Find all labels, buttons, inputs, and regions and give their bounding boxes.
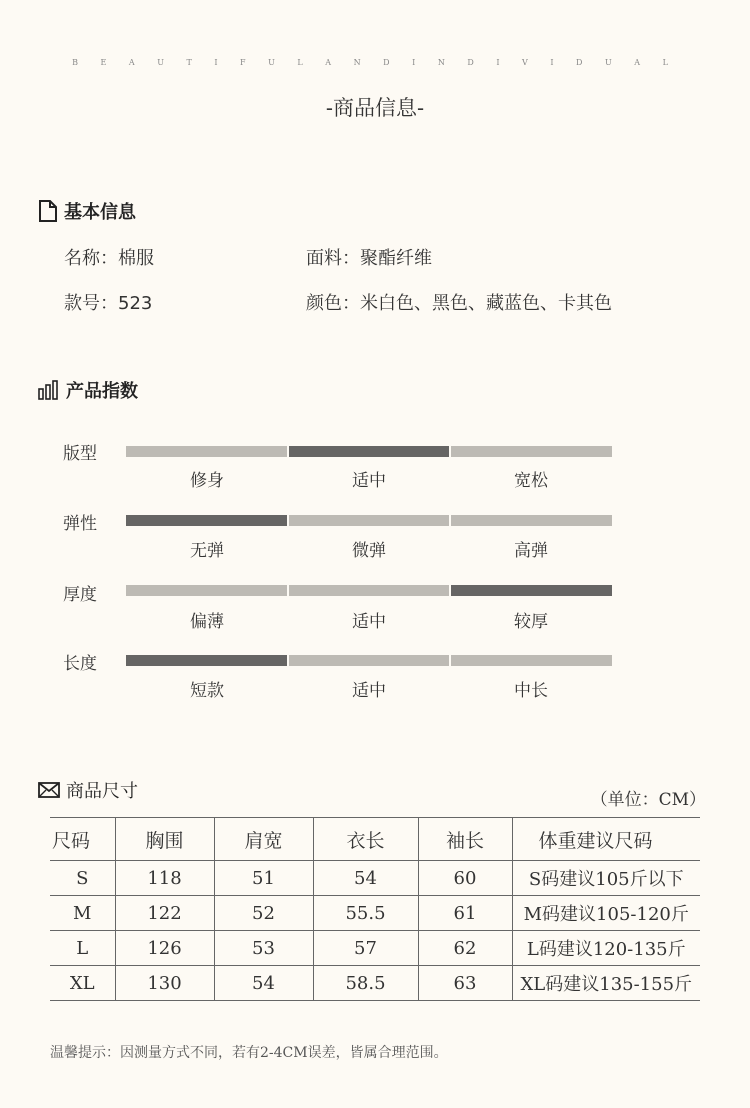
index-bar-segment bbox=[451, 446, 612, 457]
table-cell: 130 bbox=[115, 966, 214, 1001]
index-bar-segment bbox=[289, 585, 450, 596]
index-option: 适中 bbox=[352, 612, 386, 632]
product-index-heading bbox=[38, 377, 138, 403]
page-title: -商品信息- bbox=[325, 96, 425, 120]
index-bar-segment bbox=[451, 585, 612, 596]
table-cell: L bbox=[50, 931, 115, 966]
table-row bbox=[50, 931, 700, 966]
bar-chart-icon bbox=[38, 380, 60, 400]
index-label: 长度 bbox=[63, 654, 97, 674]
product-name: 名称：棉服 bbox=[64, 248, 154, 269]
table-cell: 63 bbox=[418, 966, 512, 1001]
table-cell: 62 bbox=[418, 931, 512, 966]
basic-info-heading bbox=[38, 198, 136, 224]
table-cell: 58.5 bbox=[313, 966, 418, 1001]
index-option: 中长 bbox=[514, 681, 548, 701]
index-option: 高弹 bbox=[514, 541, 548, 561]
product-material: 面料：聚酯纤维 bbox=[306, 248, 432, 269]
measurement-tip: 温馨提示：因测量方式不同，若有2-4CM误差，皆属合理范围。 bbox=[50, 1045, 448, 1061]
table-cell: 126 bbox=[115, 931, 214, 966]
index-bar bbox=[126, 515, 612, 526]
table-cell: 51 bbox=[214, 861, 313, 896]
size-title: 商品尺寸 bbox=[66, 781, 138, 802]
table-row bbox=[50, 896, 700, 931]
product-index-title: 产品指数 bbox=[66, 381, 138, 402]
index-label: 版型 bbox=[63, 444, 97, 464]
table-row bbox=[50, 861, 700, 896]
envelope-icon bbox=[38, 781, 60, 799]
index-option: 宽松 bbox=[514, 471, 548, 491]
index-option: 偏薄 bbox=[190, 612, 224, 632]
column-header: 胸围 bbox=[115, 818, 214, 861]
table-cell: 118 bbox=[115, 861, 214, 896]
column-header: 体重建议尺码 bbox=[512, 818, 700, 861]
index-option: 无弹 bbox=[190, 541, 224, 561]
index-bar-segment bbox=[289, 655, 450, 666]
index-bar bbox=[126, 446, 612, 457]
index-bar-segment bbox=[289, 446, 450, 457]
index-option: 微弹 bbox=[352, 541, 386, 561]
table-cell: L码建议120-135斤 bbox=[512, 931, 700, 966]
index-bar-segment bbox=[126, 515, 287, 526]
tagline: B E A U T I F U L A N D I N D I V I D U A L bbox=[72, 58, 678, 67]
table-cell: 55.5 bbox=[313, 896, 418, 931]
table-header-row bbox=[50, 818, 700, 861]
column-header: 肩宽 bbox=[214, 818, 313, 861]
column-header: 袖长 bbox=[418, 818, 512, 861]
size-heading bbox=[38, 777, 138, 803]
index-option: 较厚 bbox=[514, 612, 548, 632]
product-colors: 颜色：米白色、黑色、藏蓝色、卡其色 bbox=[306, 293, 612, 314]
table-cell: 54 bbox=[313, 861, 418, 896]
table-cell: 122 bbox=[115, 896, 214, 931]
table-cell: XL码建议135-155斤 bbox=[512, 966, 700, 1001]
table-cell: 52 bbox=[214, 896, 313, 931]
table-cell: S码建议105斤以下 bbox=[512, 861, 700, 896]
index-bar-segment bbox=[126, 446, 287, 457]
table-cell: 54 bbox=[214, 966, 313, 1001]
size-table bbox=[50, 817, 700, 1001]
table-cell: 53 bbox=[214, 931, 313, 966]
table-cell: M码建议105-120斤 bbox=[512, 896, 700, 931]
product-style-no: 款号：523 bbox=[64, 293, 153, 314]
table-row bbox=[50, 966, 700, 1001]
index-bar-segment bbox=[451, 655, 612, 666]
index-bar-segment bbox=[289, 515, 450, 526]
column-header: 衣长 bbox=[313, 818, 418, 861]
basic-info-title: 基本信息 bbox=[64, 202, 136, 223]
table-cell: S bbox=[50, 861, 115, 896]
index-option: 适中 bbox=[352, 681, 386, 701]
column-header: 尺码 bbox=[50, 818, 115, 861]
index-label: 弹性 bbox=[63, 514, 97, 534]
table-cell: M bbox=[50, 896, 115, 931]
index-option: 短款 bbox=[190, 681, 224, 701]
table-cell: 61 bbox=[418, 896, 512, 931]
index-option: 修身 bbox=[190, 471, 224, 491]
unit-label: （单位：CM） bbox=[590, 790, 706, 810]
table-cell: 57 bbox=[313, 931, 418, 966]
index-bar bbox=[126, 585, 612, 596]
index-option: 适中 bbox=[352, 471, 386, 491]
table-cell: 60 bbox=[418, 861, 512, 896]
index-bar bbox=[126, 655, 612, 666]
index-bar-segment bbox=[451, 515, 612, 526]
document-icon bbox=[38, 200, 58, 222]
index-label: 厚度 bbox=[63, 585, 97, 605]
table-cell: XL bbox=[50, 966, 115, 1001]
index-bar-segment bbox=[126, 655, 287, 666]
index-bar-segment bbox=[126, 585, 287, 596]
